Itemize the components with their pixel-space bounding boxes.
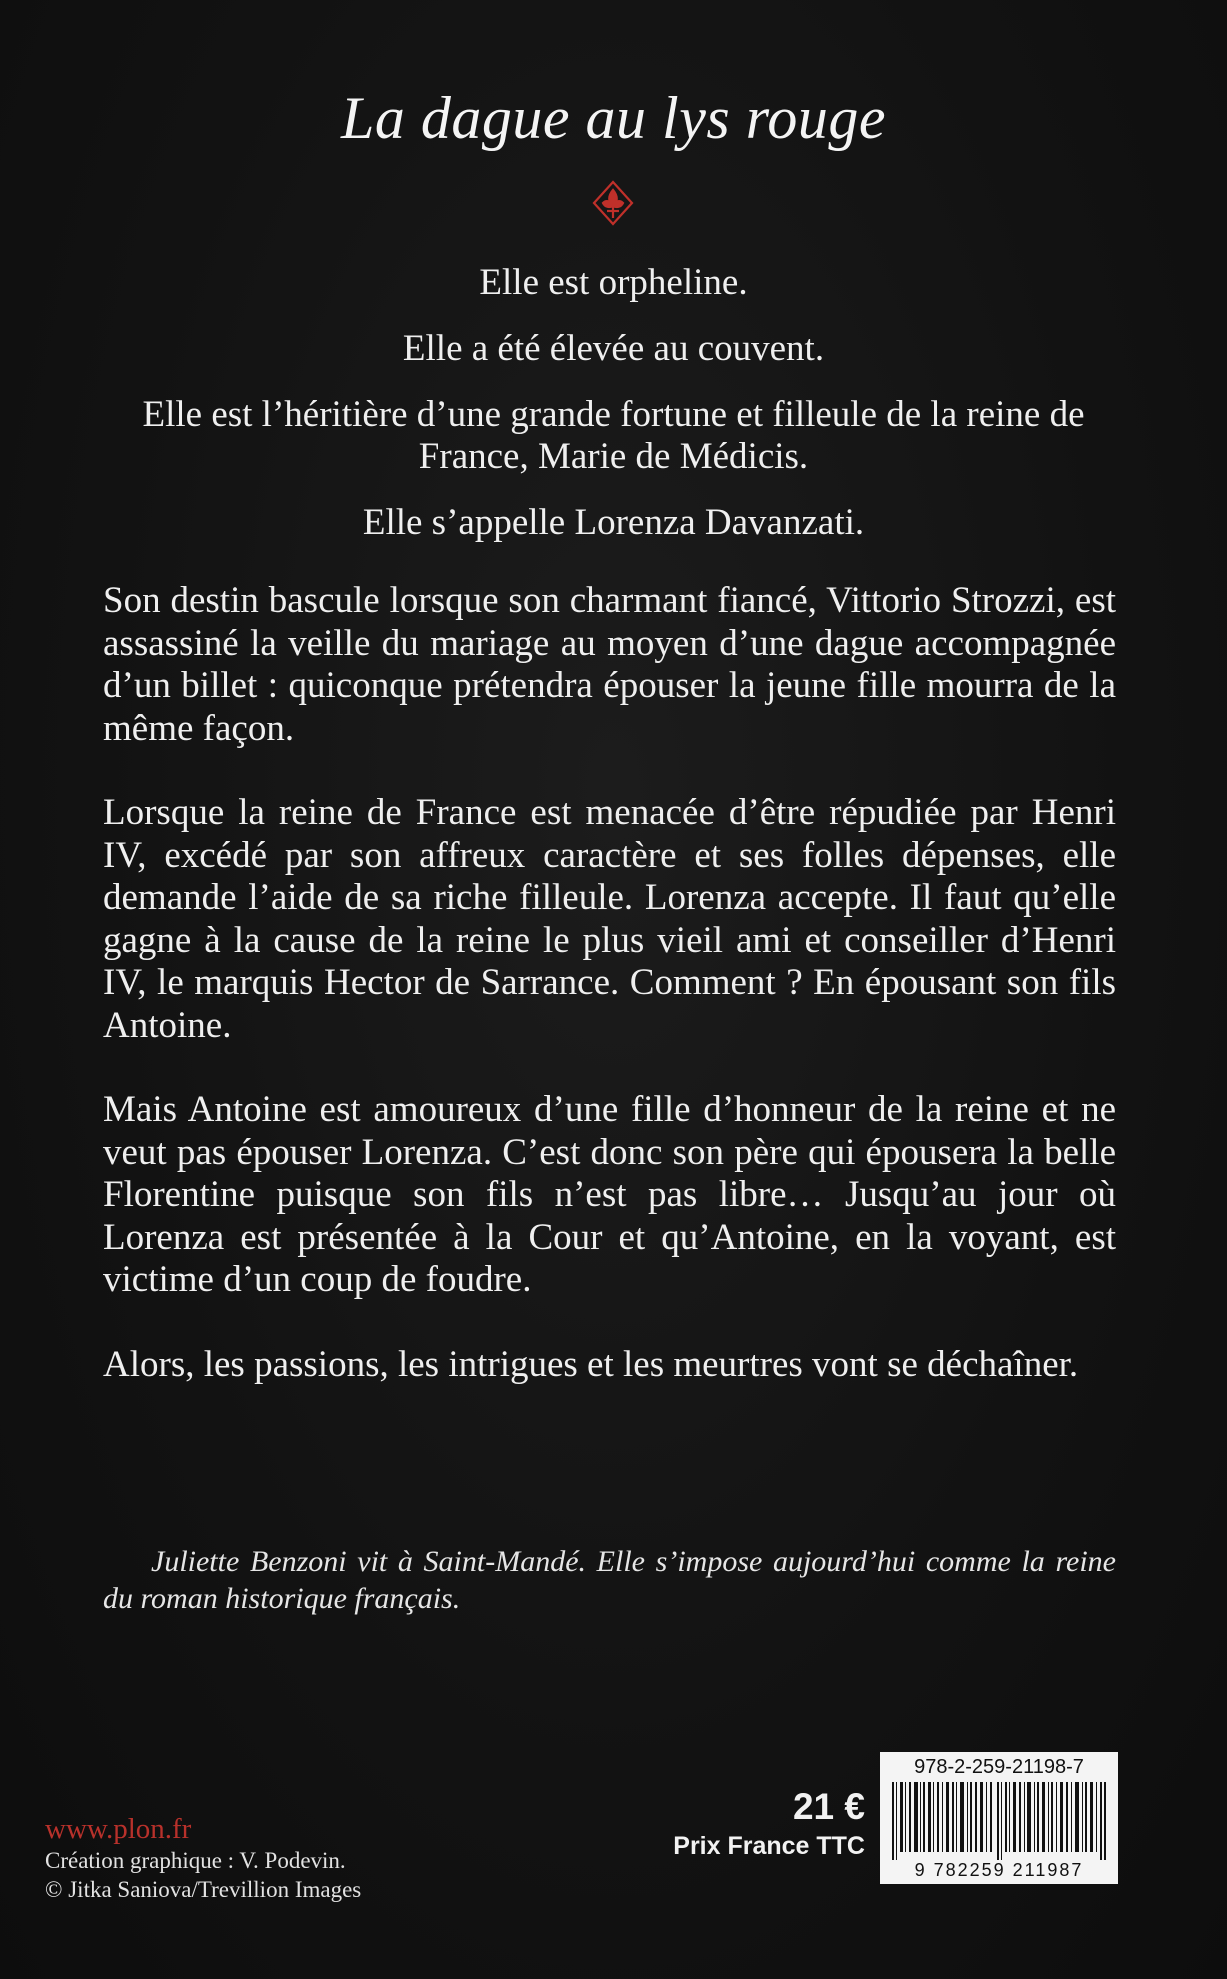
synopsis	[103, 580, 1116, 1428]
synopsis-paragraph: Alors, les passions, les intrigues et les meurtres vont se déchaîner.	[103, 1343, 1079, 1385]
price-block	[655, 1785, 865, 1863]
photo-credit: © Jitka Saniova/Trevillion Images	[45, 1877, 362, 1902]
intro-line: Elle s’appelle Lorenza Davanzati.	[362, 502, 865, 543]
barcode	[880, 1752, 1118, 1884]
barcode-bars-icon	[892, 1782, 1106, 1860]
synopsis-paragraph: Son destin bascule lorsque son charmant fiancé, Vittorio Strozzi, est assassiné la veille du mariage au moyen d’une dague accompagnée d’un billet : quiconque prétendra épouser la jeune fille mourra de la même façon.	[103, 580, 1116, 749]
intro-line: Elle est l’héritière d’une grande fortune et filleule de la reine de France, Marie de Médicis.	[142, 394, 1085, 477]
author-bio: Juliette Benzoni vit à Saint-Mandé. Elle s’impose aujourd’hui comme la reine du roman historique français.	[103, 1545, 1116, 1615]
book-title: La dague au lys rouge	[341, 85, 886, 151]
intro-block	[110, 262, 1117, 568]
synopsis-paragraph: Mais Antoine est amoureux d’une fille d’honneur de la reine et ne veut pas épouser Lorenza. C’est donc son père qui épousera la belle Florentine puisque son fils n’est pas libre… Jusqu’au jour où Lorenza est présentée à la Cour et qu’Antoine, en la voyant, est victime d’un coup de foudre.	[103, 1089, 1116, 1300]
intro-line: Elle a été élevée au couvent.	[402, 328, 825, 369]
credits	[45, 1812, 361, 1904]
lily-ornament-icon	[588, 178, 638, 228]
publisher-url[interactable]: www.plon.fr	[45, 1813, 192, 1845]
price: 21 €	[792, 1786, 865, 1827]
design-credit: Création graphique : V. Podevin.	[45, 1848, 346, 1873]
isbn: 978-2-259-21198-7	[914, 1756, 1084, 1778]
price-label: Prix France TTC	[673, 1832, 865, 1860]
synopsis-paragraph: Lorsque la reine de France est menacée d’être répudiée par Henri IV, excédé par son affreux caractère et ses folles dépenses, elle demande l’aide de sa riche filleule. Lorenza accepte. Il faut qu’elle gagne à la cause de la reine le plus vieil ami et conseiller d’Henri IV, le marquis Hector de Sarrance. Comment ? En épousant son fils Antoine.	[103, 792, 1116, 1046]
intro-line: Elle est orpheline.	[479, 262, 748, 303]
ean-number: 9 782259 211987	[914, 1860, 1084, 1880]
